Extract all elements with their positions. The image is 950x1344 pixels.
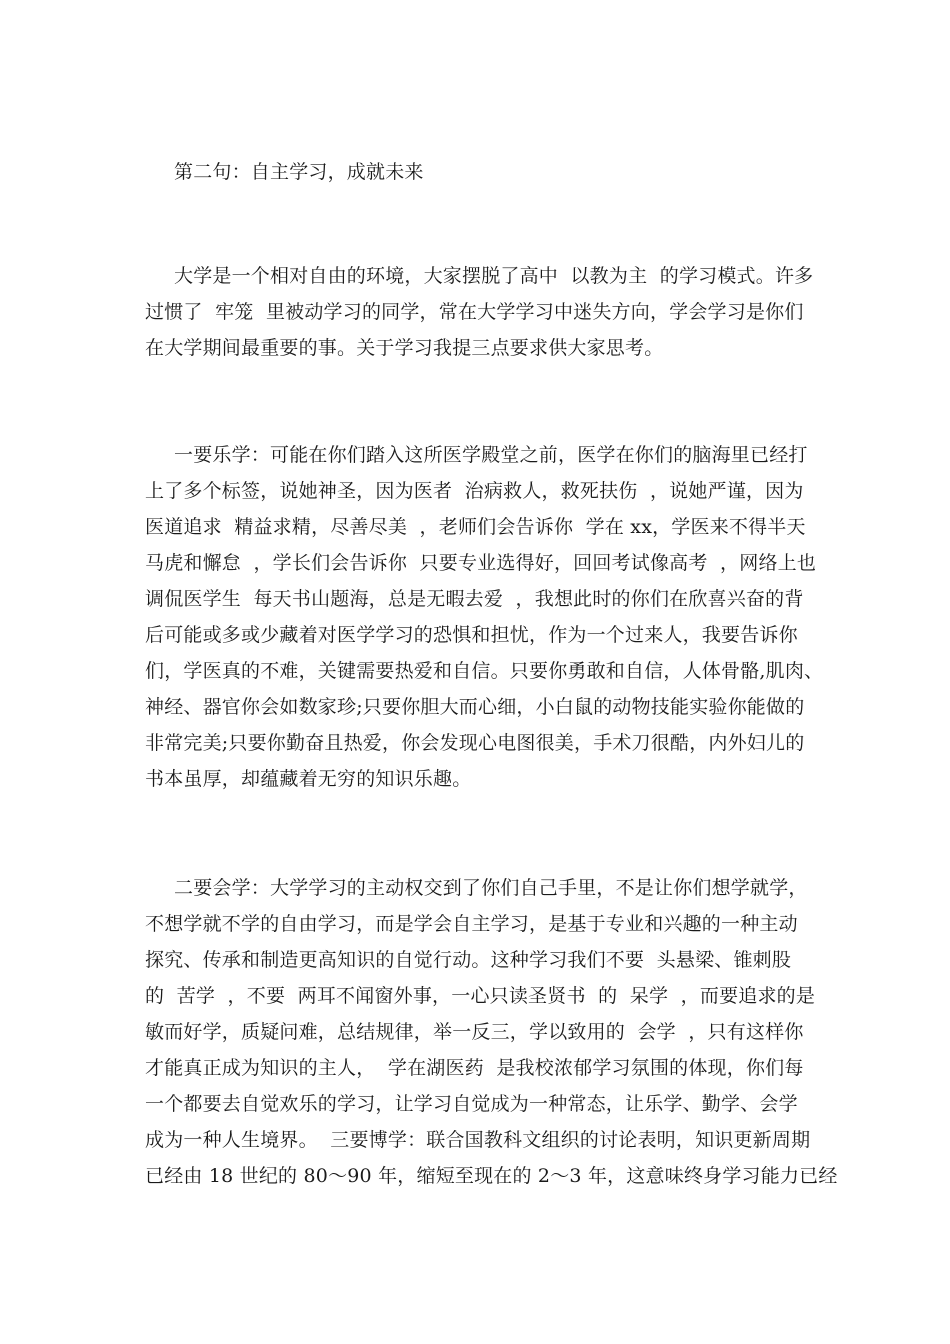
text-line: 成为一种人生境界。 三要博学：联合国教科文组织的讨论表明，知识更新周期 bbox=[145, 1129, 811, 1151]
text-line: 探究、传承和制造更高知识的自觉行动。这种学习我们不要 头悬梁、锥刺股 bbox=[145, 949, 792, 971]
text-line: 神经、器官你会如数家珍;只要你胆大而心细，小白鼠的动物技能实验你能做的 bbox=[145, 696, 805, 718]
text-line: 不想学就不学的自由学习，而是学会自主学习，是基于专业和兴趣的一种主动 bbox=[145, 913, 798, 935]
text-line: 调侃医学生 每天书山题海，总是无暇去爱 ，我想此时的你们在欣喜兴奋的背 bbox=[145, 588, 804, 610]
text-line: 们，学医真的不难，关键需要热爱和自信。只要你勇敢和自信，人体骨骼,肌肉、 bbox=[145, 660, 824, 682]
text-line: 的 苦学 ，不要 两耳不闻窗外事，一心只读圣贤书 的 呆学 ，而要追求的是 bbox=[145, 985, 816, 1007]
text-line: 后可能或多或少藏着对医学学习的恐惧和担忧，作为一个过来人，我要告诉你 bbox=[145, 624, 798, 646]
text-line: 过惯了 牢笼 里被动学习的同学，常在大学学习中迷失方向，学会学习是你们 bbox=[145, 301, 804, 323]
text-line: 二要会学：大学学习的主动权交到了你们自己手里，不是让你们想学就学， bbox=[174, 877, 808, 899]
text-line: 已经由 18 世纪的 80～90 年，缩短至现在的 2～3 年，这意味终身学习能力已经 bbox=[145, 1165, 838, 1187]
text-line: 一个都要去自觉欢乐的学习，让学习自觉成为一种常态，让乐学、勤学、会学 bbox=[145, 1093, 798, 1115]
section-heading: 第二句：自主学习，成就未来 bbox=[174, 161, 424, 183]
text-line: 非常完美;只要你勤奋且热爱，你会发现心电图很美，手术刀很酷，内外妇儿的 bbox=[145, 732, 805, 754]
text-line: 医道追求 精益求精，尽善尽美 ，老师们会告诉你 学在 xx，学医来不得半天 bbox=[145, 516, 806, 538]
text-line: 在大学期间最重要的事。关于学习我提三点要求供大家思考。 bbox=[145, 337, 664, 359]
text-line: 才能真正成为知识的主人， 学在湖医药 是我校浓郁学习氛围的体现，你们每 bbox=[145, 1057, 804, 1079]
text-line: 马虎和懈怠 ，学长们会告诉你 只要专业选得好，回回考试像高考 ，网络上也 bbox=[145, 552, 817, 574]
text-line: 书本虽厚，却蕴藏着无穷的知识乐趣。 bbox=[145, 768, 472, 790]
text-line: 敏而好学，质疑问难，总结规律，举一反三，学以致用的 会学 ，只有这样你 bbox=[145, 1021, 804, 1043]
text-line: 上了多个标签，说她神圣，因为医者 治病救人，救死扶伤 ，说她严谨，因为 bbox=[145, 480, 804, 502]
text-line: 大学是一个相对自由的环境，大家摆脱了高中 以教为主 的学习模式。许多 bbox=[174, 265, 814, 287]
text-line: 一要乐学：可能在你们踏入这所医学殿堂之前，医学在你们的脑海里已经打 bbox=[174, 444, 808, 466]
